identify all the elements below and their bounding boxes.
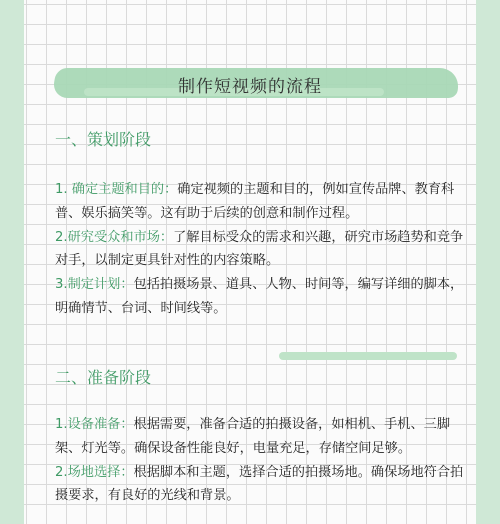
list-item [55, 273, 465, 321]
item-lead: 2.研究受众和市场： [55, 229, 174, 245]
item-lead: 1. 确定主题和目的： [55, 182, 178, 197]
list-item [55, 226, 465, 274]
list-item [55, 413, 465, 461]
grid-paper [24, 0, 476, 524]
item-lead: 2.场地选择： [55, 464, 134, 480]
section-heading-preparation: 二、准备阶段 [55, 368, 152, 387]
item-text: 了解目标受众的需求和兴趣，研究市场趋势和竞争对手，以制定更具针对性的内容策略。 [55, 229, 464, 269]
item-text: 确定视频的主题和目的，例如宣传品牌、教育科普、娱乐搞笑等。这有助于后续的创意和制作过程。 [55, 182, 455, 221]
section-divider-stroke [279, 352, 457, 360]
item-text: 包括拍摄场景、道具、人物、时间等，编写详细的脚本，明确情节、台词、时间线等。 [55, 277, 464, 316]
item-text: 根据需要，准备合适的拍摄设备，如相机、手机、三脚架、灯光等。确保设备性能良好，电量充足，存储空间足够。 [55, 417, 451, 456]
section-body-planning [55, 178, 465, 321]
item-lead: 1.设备准备： [55, 417, 134, 432]
page-title: 制作短视频的流程 [178, 77, 322, 97]
list-item [55, 461, 465, 509]
item-lead: 3.制定计划： [55, 277, 134, 293]
item-text: 根据脚本和主题，选择合适的拍摄场地。确保场地符合拍摄要求，有良好的光线和背景。 [55, 464, 464, 504]
section-heading-planning: 一、策划阶段 [55, 130, 152, 149]
list-item [55, 178, 465, 226]
section-body-preparation [55, 413, 465, 508]
